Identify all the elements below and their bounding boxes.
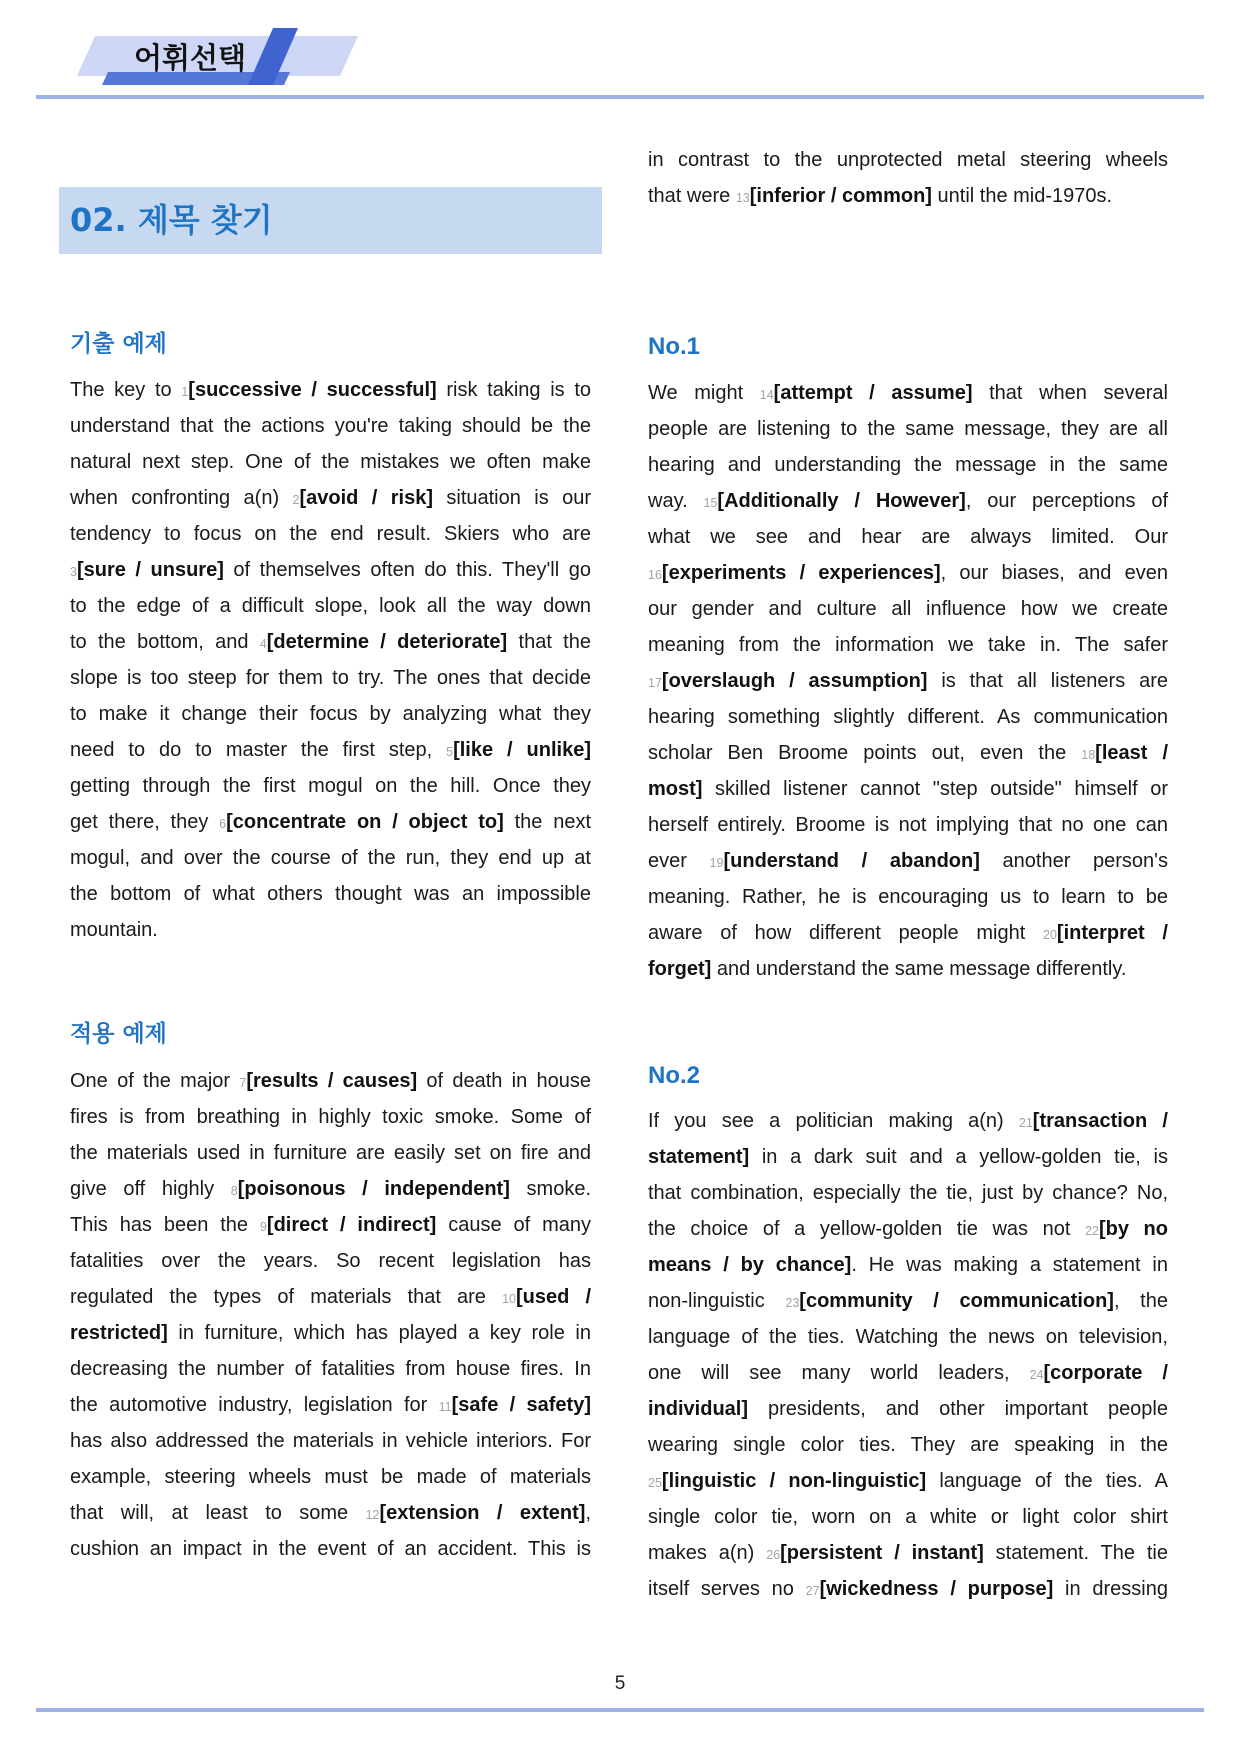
no2-heading: No.2 [648,1062,701,1089]
blank-number: 6 [219,817,227,831]
header-divider [36,95,1204,99]
answer-choices: [successive / successful] [188,379,437,401]
passage-text: non-linguistic [648,1290,786,1312]
passage-text: wearing single color ties. They are speaking in the [648,1434,1168,1456]
answer-choices: [transaction / [1032,1110,1168,1132]
applied-example-heading: 적용 예제 [70,1021,167,1047]
passage-text: example, steering wheels must be made of materials [70,1466,591,1488]
passage-text: situation is our [432,487,592,509]
passage-text: meaning. Rather, he is encouraging us to learn to be [648,886,1168,908]
passage-text: fatalities over the years. So recent legislation has [70,1250,591,1272]
text-line [70,408,591,444]
blank-number: 14 [759,388,774,402]
answer-choices: [linguistic / non-linguistic] [661,1470,927,1492]
blank-number: 24 [1029,1368,1044,1382]
text-line [648,1571,1168,1607]
text-line [648,1103,1168,1139]
answer-choices: [community / communication] [799,1290,1114,1312]
passage-text: that were [648,185,736,207]
passage-text: tendency to focus on the end result. Skiers who are [70,523,591,545]
passage-text: need to do to master the first step, [70,739,447,761]
answer-choices: [safe / safety] [451,1394,591,1416]
passage-text: in a dark suit and a yellow-golden tie, is [749,1146,1168,1168]
text-line [70,1135,591,1171]
blank-number: 25 [648,1476,662,1490]
passage-text: the automotive industry, legislation for [70,1394,439,1416]
passage-text: until the mid-1970s. [931,185,1113,207]
answer-choices: means / by chance] [648,1254,852,1276]
passage-text: that will, at least to some [70,1502,366,1524]
text-line [648,1463,1168,1499]
blank-number: 12 [365,1508,380,1522]
passage-text: get there, they [70,811,220,833]
text-line [648,1211,1168,1247]
text-line [70,1531,591,1567]
text-line [70,1387,591,1423]
passage-text: regulated the types of materials that are [70,1286,503,1308]
passage-text: , our biases, and even [940,562,1168,584]
answer-choices: [attempt / assume] [773,382,973,404]
passage-text: herself entirely. Broome is not implying that no one can [648,814,1168,836]
text-line [648,411,1168,447]
passage-text: one will see many world leaders, [648,1362,1030,1384]
passage-text: in furniture, which has played a key role in [167,1322,591,1344]
section-title: 02. 제목 찾기 [70,201,273,239]
answer-choices: [avoid / risk] [299,487,433,509]
passage-text: the next [503,811,592,833]
past-exam-passage [70,372,591,948]
text-line [70,1099,591,1135]
passage-text: makes a(n) [648,1542,767,1564]
passage-text: that combination, especially the tie, just by chance? No, [648,1182,1168,1204]
text-line [648,1139,1168,1175]
text-line [70,372,591,408]
passage-text: understand that the actions you're taking should be the [70,415,591,437]
passage-text: and understand the same message differently. [711,958,1127,980]
passage-text: give off highly [70,1178,231,1200]
answer-choices: [Additionally / However] [717,490,966,512]
passage-text: slope is too steep for them to try. The ones that decide [70,667,591,689]
text-line [70,588,591,624]
text-line [648,663,1168,699]
answer-choices: [extension / extent] [379,1502,586,1524]
text-line [70,1279,591,1315]
blank-number: 15 [703,496,718,510]
passage-text: , our perceptions of [965,490,1169,512]
text-line [70,1351,591,1387]
blank-number: 9 [259,1220,267,1234]
passage-text: decreasing the number of fatalities from house fires. In [70,1358,591,1380]
text-line [648,843,1168,879]
passage-text: hearing and understanding the message in the same [648,454,1168,476]
no1-heading: No.1 [648,333,701,360]
answer-choices: [interpret / [1056,922,1168,944]
passage-text: the choice of a yellow-golden tie was not [648,1218,1086,1240]
answer-choices: [inferior / common] [749,185,932,207]
blank-number: 2 [292,493,300,507]
passage-text: what we see and hear are always limited. Our [648,526,1168,548]
passage-text: . He was making a statement in [851,1254,1168,1276]
text-line [70,516,591,552]
blank-number: 21 [1018,1116,1033,1130]
text-line [648,483,1168,519]
answer-choices: [concentrate on / object to] [226,811,504,833]
passage-text: language of the ties. Watching the news on television, [648,1326,1168,1348]
applied-example-passage [70,1063,591,1567]
answer-choices: forget] [648,958,712,980]
text-line [648,1283,1168,1319]
passage-text: We might [648,382,760,404]
passage-text: that when several [972,382,1168,404]
past-exam-heading: 기출 예제 [70,331,167,357]
blank-number: 11 [438,1400,452,1414]
text-line [648,519,1168,555]
answer-choices: [least / [1095,742,1168,764]
answer-choices: [poisonous / independent] [237,1178,510,1200]
passage-text: cushion an impact in the event of an accident. This is [70,1538,591,1560]
passage-text: another person's [979,850,1169,872]
blank-number: 22 [1085,1224,1099,1238]
text-line [70,912,591,948]
text-line [648,1427,1168,1463]
text-line [70,1459,591,1495]
text-line [70,1243,591,1279]
passage-text: aware of how different people might [648,922,1044,944]
text-line [648,699,1168,735]
passage-text: to make it change their focus by analyzing what they [70,703,591,725]
text-line [648,1391,1168,1427]
answer-choices: [determine / deteriorate] [266,631,508,653]
text-line [70,768,591,804]
blank-number: 19 [709,856,724,870]
answer-choices: [sure / unsure] [76,559,224,581]
blank-number: 1 [181,385,189,399]
passage-text: itself serves no [648,1578,806,1600]
answer-choices: [overslaugh / assumption] [661,670,928,692]
text-line [70,1063,591,1099]
text-line [648,555,1168,591]
text-line [648,1247,1168,1283]
blank-number: 8 [230,1184,238,1198]
answer-choices: [results / causes] [246,1070,418,1092]
passage-text: One of the major [70,1070,240,1092]
blank-number: 17 [648,676,662,690]
blank-number: 26 [766,1548,781,1562]
passage-text: hearing something slightly different. As communication [648,706,1168,728]
blank-number: 10 [502,1292,516,1306]
blank-number: 16 [648,568,662,582]
passage-text: scholar Ben Broome points out, even the [648,742,1082,764]
answer-choices: [experiments / experiences] [661,562,941,584]
text-line [70,444,591,480]
passage-text: when confronting a(n) [70,487,293,509]
blank-number: 4 [259,637,267,651]
answer-choices: [wickedness / purpose] [819,1578,1054,1600]
answer-choices: [used / [515,1286,592,1308]
passage-text: The key to [70,379,182,401]
text-line [70,1171,591,1207]
text-line [70,876,591,912]
text-line [70,1315,591,1351]
page-number: 5 [614,1673,626,1694]
text-line [70,696,591,732]
answer-choices: restricted] [70,1322,168,1344]
passage-text: to the edge of a difficult slope, look all the way down [70,595,591,617]
text-line [648,447,1168,483]
passage-text: presidents, and other important people [748,1398,1168,1420]
text-line [648,1355,1168,1391]
text-line [70,1207,591,1243]
text-line [70,1495,591,1531]
answer-choices: [corporate / [1043,1362,1168,1384]
text-line [648,1535,1168,1571]
passage-text: , the [1113,1290,1168,1312]
passage-text: of death in house [417,1070,591,1092]
passage-text: in dressing [1053,1578,1168,1600]
no2-passage [648,1103,1168,1607]
passage-text: , [585,1502,591,1524]
section-title-box [59,187,602,254]
passage-text: mountain. [70,919,158,941]
answer-choices: [by no [1098,1218,1168,1240]
passage-text: people are listening to the same message, they are all [648,418,1168,440]
banner-title: 어휘선택 [134,41,247,75]
answer-choices: [persistent / instant] [780,1542,984,1564]
text-line [648,1499,1168,1535]
blank-number: 20 [1043,928,1057,942]
passage-text: smoke. [509,1178,591,1200]
passage-text: statement. The tie [983,1542,1168,1564]
text-line [648,1175,1168,1211]
answer-choices: [understand / abandon] [723,850,980,872]
passage-text: that the [507,631,591,653]
text-line [648,915,1168,951]
text-line [70,804,591,840]
blank-number: 23 [785,1296,800,1310]
footer-divider [36,1708,1204,1712]
text-line [648,375,1168,411]
text-line [648,771,1168,807]
passage-text: natural next step. One of the mistakes we often make [70,451,591,473]
passage-text: to the bottom, and [70,631,260,653]
passage-text: meaning from the information we take in. The safer [648,634,1168,656]
text-line [648,142,1168,178]
blank-number: 5 [446,745,454,759]
passage-text: cause of many [436,1214,592,1236]
text-line [70,660,591,696]
passage-text: our gender and culture all influence how we create [648,598,1168,620]
blank-number: 7 [239,1076,247,1090]
text-line [648,1319,1168,1355]
passage-text: fires is from breathing in highly toxic smoke. Some of [70,1106,591,1128]
text-line [648,807,1168,843]
passage-text: has also addressed the materials in vehicle interiors. For [70,1430,591,1452]
applied-example-passage-continued [648,142,1168,214]
passage-text: language of the ties. A [926,1470,1168,1492]
text-line [70,624,591,660]
text-line [648,879,1168,915]
text-line [70,1423,591,1459]
text-line [648,735,1168,771]
answer-choices: statement] [648,1146,750,1168]
text-line [70,840,591,876]
text-line [70,552,591,588]
passage-text: mogul, and over the course of the run, they end up at [70,847,591,869]
answer-choices: [direct / indirect] [266,1214,437,1236]
passage-text: skilled listener cannot "step outside" himself or [702,778,1168,800]
passage-text: of themselves often do this. They'll go [223,559,591,581]
answer-choices: most] [648,778,703,800]
text-line [648,591,1168,627]
answer-choices: individual] [648,1398,748,1420]
text-line [70,732,591,768]
blank-number: 13 [735,191,750,205]
text-line [70,480,591,516]
passage-text: This has been the [70,1214,260,1236]
passage-text: the bottom of what others thought was an impossible [70,883,591,905]
blank-number: 3 [70,565,77,579]
passage-text: risk taking is to [436,379,592,401]
answer-choices: [like / unlike] [453,739,591,761]
passage-text: the materials used in furniture are easily set on fire and [70,1142,591,1164]
passage-text: way. [648,490,704,512]
text-line [648,627,1168,663]
text-line [648,178,1168,214]
text-line [648,951,1168,987]
blank-number: 18 [1081,748,1096,762]
passage-text: If you see a politician making a(n) [648,1110,1019,1132]
passage-text: single color tie, worn on a white or light color shirt [648,1506,1168,1528]
passage-text: ever [648,850,710,872]
passage-text: in contrast to the unprotected metal steering wheels [648,149,1168,171]
passage-text: getting through the first mogul on the hill. Once they [70,775,591,797]
no1-passage [648,375,1168,987]
passage-text: is that all listeners are [927,670,1168,692]
blank-number: 27 [805,1584,820,1598]
